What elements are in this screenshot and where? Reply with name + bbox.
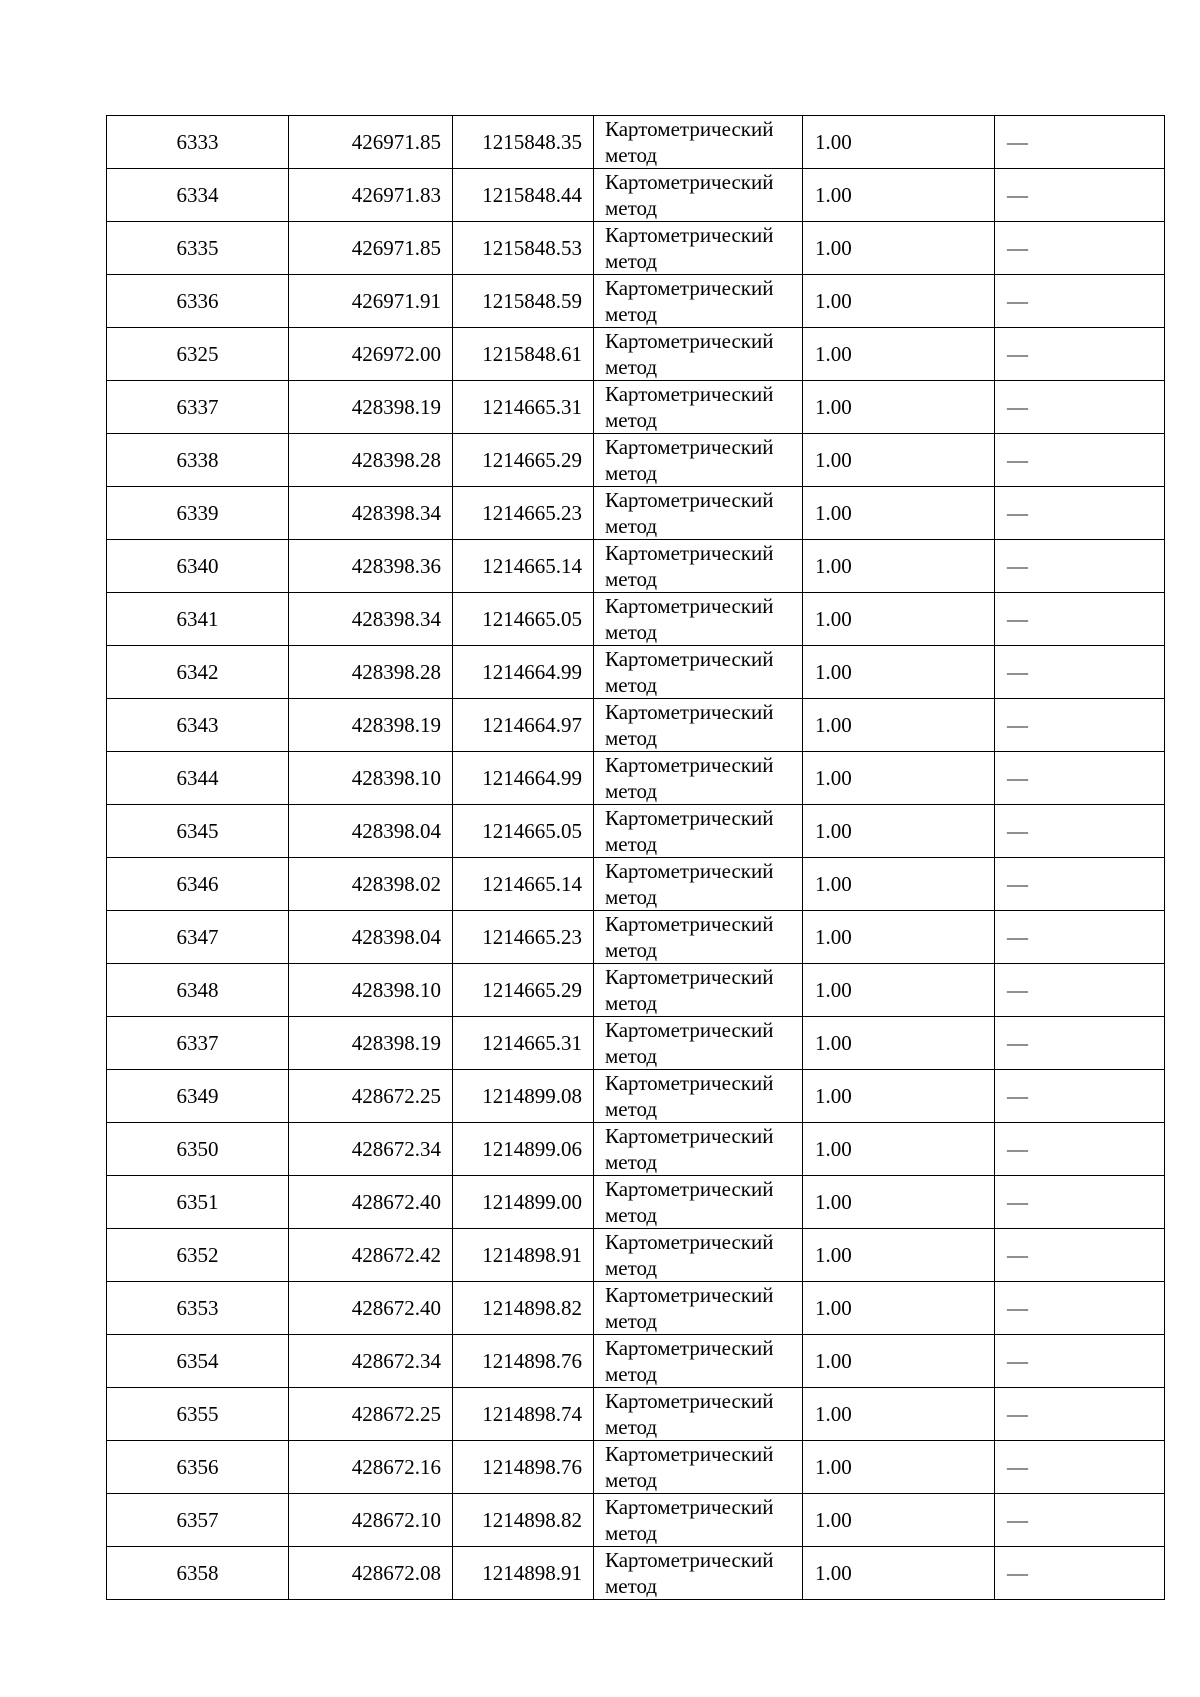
table-body	[107, 116, 1165, 1600]
method-cell	[594, 1388, 803, 1441]
table-row	[107, 593, 1165, 646]
method-line-1: Картометрический	[605, 1177, 774, 1201]
method-line-2: метод	[605, 938, 658, 962]
y-coordinate-cell: 1215848.59	[453, 275, 594, 328]
method-line-2: метод	[605, 1415, 658, 1439]
table-row	[107, 964, 1165, 1017]
method-cell	[594, 381, 803, 434]
method-cell	[594, 169, 803, 222]
method-line-2: метод	[605, 620, 658, 644]
y-coordinate-cell: 1215848.53	[453, 222, 594, 275]
method-line-1: Картометрический	[605, 1230, 774, 1254]
y-coordinate-cell: 1214665.29	[453, 964, 594, 1017]
accuracy-cell: 1.00	[803, 1441, 995, 1494]
method-line-1: Картометрический	[605, 647, 774, 671]
description-cell: —	[995, 593, 1165, 646]
method-line-2: метод	[605, 726, 658, 750]
x-coordinate-cell: 426972.00	[289, 328, 453, 381]
table-row	[107, 434, 1165, 487]
x-coordinate-cell: 428672.34	[289, 1123, 453, 1176]
description-cell: —	[995, 752, 1165, 805]
method-cell	[594, 1070, 803, 1123]
y-coordinate-cell: 1214899.06	[453, 1123, 594, 1176]
method-line-2: метод	[605, 1362, 658, 1386]
table-row	[107, 805, 1165, 858]
x-coordinate-cell: 428672.34	[289, 1335, 453, 1388]
table-row	[107, 911, 1165, 964]
y-coordinate-cell: 1215848.44	[453, 169, 594, 222]
point-number-cell: 6325	[107, 328, 289, 381]
method-line-1: Картометрический	[605, 223, 774, 247]
method-line-2: метод	[605, 1256, 658, 1280]
point-number-cell: 6353	[107, 1282, 289, 1335]
method-line-2: метод	[605, 673, 658, 697]
point-number-cell: 6357	[107, 1494, 289, 1547]
accuracy-cell: 1.00	[803, 593, 995, 646]
method-line-2: метод	[605, 1097, 658, 1121]
x-coordinate-cell: 428398.28	[289, 434, 453, 487]
method-line-1: Картометрический	[605, 117, 774, 141]
x-coordinate-cell: 428398.19	[289, 1017, 453, 1070]
method-cell	[594, 1494, 803, 1547]
description-cell: —	[995, 805, 1165, 858]
accuracy-cell: 1.00	[803, 964, 995, 1017]
x-coordinate-cell: 428398.10	[289, 752, 453, 805]
table-row	[107, 1441, 1165, 1494]
method-line-1: Картометрический	[605, 806, 774, 830]
y-coordinate-cell: 1215848.61	[453, 328, 594, 381]
point-number-cell: 6349	[107, 1070, 289, 1123]
description-cell: —	[995, 116, 1165, 169]
description-cell: —	[995, 1229, 1165, 1282]
point-number-cell: 6345	[107, 805, 289, 858]
method-line-1: Картометрический	[605, 1495, 774, 1519]
y-coordinate-cell: 1214665.05	[453, 593, 594, 646]
description-cell: —	[995, 434, 1165, 487]
table-row	[107, 858, 1165, 911]
point-number-cell: 6338	[107, 434, 289, 487]
accuracy-cell: 1.00	[803, 1123, 995, 1176]
method-line-2: метод	[605, 302, 658, 326]
description-cell: —	[995, 911, 1165, 964]
method-line-2: метод	[605, 1203, 658, 1227]
accuracy-cell: 1.00	[803, 1335, 995, 1388]
y-coordinate-cell: 1214665.14	[453, 540, 594, 593]
method-line-1: Картометрический	[605, 488, 774, 512]
accuracy-cell: 1.00	[803, 1070, 995, 1123]
description-cell: —	[995, 222, 1165, 275]
method-cell	[594, 116, 803, 169]
method-line-1: Картометрический	[605, 382, 774, 406]
method-cell	[594, 593, 803, 646]
table-row	[107, 1229, 1165, 1282]
y-coordinate-cell: 1214664.97	[453, 699, 594, 752]
x-coordinate-cell: 428672.08	[289, 1547, 453, 1600]
method-line-1: Картометрический	[605, 965, 774, 989]
point-number-cell: 6354	[107, 1335, 289, 1388]
x-coordinate-cell: 428398.04	[289, 805, 453, 858]
x-coordinate-cell: 428398.02	[289, 858, 453, 911]
method-line-2: метод	[605, 1309, 658, 1333]
method-cell	[594, 752, 803, 805]
accuracy-cell: 1.00	[803, 1388, 995, 1441]
y-coordinate-cell: 1214898.91	[453, 1547, 594, 1600]
table-row	[107, 328, 1165, 381]
point-number-cell: 6336	[107, 275, 289, 328]
method-line-2: метод	[605, 355, 658, 379]
point-number-cell: 6333	[107, 116, 289, 169]
method-cell	[594, 646, 803, 699]
point-number-cell: 6343	[107, 699, 289, 752]
method-line-2: метод	[605, 408, 658, 432]
point-number-cell: 6342	[107, 646, 289, 699]
table-row	[107, 699, 1165, 752]
method-cell	[594, 1547, 803, 1600]
y-coordinate-cell: 1214665.05	[453, 805, 594, 858]
table-row	[107, 381, 1165, 434]
method-cell	[594, 1335, 803, 1388]
description-cell: —	[995, 858, 1165, 911]
x-coordinate-cell: 428672.10	[289, 1494, 453, 1547]
table-row	[107, 752, 1165, 805]
method-line-2: метод	[605, 1521, 658, 1545]
accuracy-cell: 1.00	[803, 275, 995, 328]
method-cell	[594, 1123, 803, 1176]
method-cell	[594, 434, 803, 487]
description-cell: —	[995, 1335, 1165, 1388]
method-line-2: метод	[605, 514, 658, 538]
description-cell: —	[995, 1017, 1165, 1070]
y-coordinate-cell: 1214665.23	[453, 911, 594, 964]
table-row	[107, 1176, 1165, 1229]
point-number-cell: 6348	[107, 964, 289, 1017]
method-line-1: Картометрический	[605, 170, 774, 194]
y-coordinate-cell: 1215848.35	[453, 116, 594, 169]
method-line-1: Картометрический	[605, 1283, 774, 1307]
description-cell: —	[995, 1282, 1165, 1335]
y-coordinate-cell: 1214899.08	[453, 1070, 594, 1123]
y-coordinate-cell: 1214898.82	[453, 1282, 594, 1335]
point-number-cell: 6356	[107, 1441, 289, 1494]
method-cell	[594, 1176, 803, 1229]
method-line-1: Картометрический	[605, 1336, 774, 1360]
table-row	[107, 1388, 1165, 1441]
description-cell: —	[995, 169, 1165, 222]
method-cell	[594, 858, 803, 911]
method-line-1: Картометрический	[605, 276, 774, 300]
table-row	[107, 1282, 1165, 1335]
method-cell	[594, 1229, 803, 1282]
x-coordinate-cell: 428398.34	[289, 487, 453, 540]
method-line-2: метод	[605, 1468, 658, 1492]
table-row	[107, 540, 1165, 593]
description-cell: —	[995, 1494, 1165, 1547]
accuracy-cell: 1.00	[803, 699, 995, 752]
point-number-cell: 6350	[107, 1123, 289, 1176]
description-cell: —	[995, 1441, 1165, 1494]
x-coordinate-cell: 426971.85	[289, 222, 453, 275]
accuracy-cell: 1.00	[803, 487, 995, 540]
accuracy-cell: 1.00	[803, 858, 995, 911]
x-coordinate-cell: 428672.42	[289, 1229, 453, 1282]
method-cell	[594, 328, 803, 381]
accuracy-cell: 1.00	[803, 1282, 995, 1335]
accuracy-cell: 1.00	[803, 434, 995, 487]
x-coordinate-cell: 428398.10	[289, 964, 453, 1017]
description-cell: —	[995, 540, 1165, 593]
accuracy-cell: 1.00	[803, 646, 995, 699]
accuracy-cell: 1.00	[803, 540, 995, 593]
accuracy-cell: 1.00	[803, 169, 995, 222]
method-line-1: Картометрический	[605, 1071, 774, 1095]
table-row	[107, 1547, 1165, 1600]
point-number-cell: 6337	[107, 1017, 289, 1070]
description-cell: —	[995, 1176, 1165, 1229]
point-number-cell: 6340	[107, 540, 289, 593]
accuracy-cell: 1.00	[803, 1229, 995, 1282]
method-line-1: Картометрический	[605, 1442, 774, 1466]
method-cell	[594, 275, 803, 328]
method-line-1: Картометрический	[605, 753, 774, 777]
y-coordinate-cell: 1214898.76	[453, 1335, 594, 1388]
method-cell	[594, 1282, 803, 1335]
method-line-1: Картометрический	[605, 1548, 774, 1572]
method-cell	[594, 911, 803, 964]
y-coordinate-cell: 1214898.82	[453, 1494, 594, 1547]
y-coordinate-cell: 1214665.29	[453, 434, 594, 487]
description-cell: —	[995, 328, 1165, 381]
x-coordinate-cell: 426971.85	[289, 116, 453, 169]
method-line-1: Картометрический	[605, 435, 774, 459]
accuracy-cell: 1.00	[803, 381, 995, 434]
table-row	[107, 1335, 1165, 1388]
accuracy-cell: 1.00	[803, 1494, 995, 1547]
table-row	[107, 275, 1165, 328]
y-coordinate-cell: 1214898.74	[453, 1388, 594, 1441]
y-coordinate-cell: 1214664.99	[453, 646, 594, 699]
method-line-1: Картометрический	[605, 1389, 774, 1413]
method-cell	[594, 487, 803, 540]
method-line-1: Картометрический	[605, 1124, 774, 1148]
method-line-1: Картометрический	[605, 859, 774, 883]
point-number-cell: 6334	[107, 169, 289, 222]
point-number-cell: 6339	[107, 487, 289, 540]
x-coordinate-cell: 426971.91	[289, 275, 453, 328]
point-number-cell: 6351	[107, 1176, 289, 1229]
accuracy-cell: 1.00	[803, 116, 995, 169]
method-line-2: метод	[605, 196, 658, 220]
point-number-cell: 6335	[107, 222, 289, 275]
method-line-2: метод	[605, 143, 658, 167]
method-line-2: метод	[605, 1150, 658, 1174]
x-coordinate-cell: 428398.04	[289, 911, 453, 964]
description-cell: —	[995, 1388, 1165, 1441]
description-cell: —	[995, 646, 1165, 699]
y-coordinate-cell: 1214665.31	[453, 381, 594, 434]
method-line-1: Картометрический	[605, 329, 774, 353]
description-cell: —	[995, 381, 1165, 434]
description-cell: —	[995, 699, 1165, 752]
method-line-2: метод	[605, 461, 658, 485]
accuracy-cell: 1.00	[803, 911, 995, 964]
description-cell: —	[995, 1070, 1165, 1123]
accuracy-cell: 1.00	[803, 1017, 995, 1070]
accuracy-cell: 1.00	[803, 1547, 995, 1600]
method-cell	[594, 964, 803, 1017]
method-cell	[594, 222, 803, 275]
x-coordinate-cell: 428398.19	[289, 699, 453, 752]
method-cell	[594, 699, 803, 752]
method-line-2: метод	[605, 832, 658, 856]
accuracy-cell: 1.00	[803, 222, 995, 275]
x-coordinate-cell: 428672.40	[289, 1282, 453, 1335]
method-cell	[594, 1441, 803, 1494]
point-number-cell: 6355	[107, 1388, 289, 1441]
accuracy-cell: 1.00	[803, 328, 995, 381]
table-row	[107, 1017, 1165, 1070]
x-coordinate-cell: 428398.34	[289, 593, 453, 646]
method-cell	[594, 1017, 803, 1070]
point-number-cell: 6341	[107, 593, 289, 646]
description-cell: —	[995, 1123, 1165, 1176]
point-number-cell: 6344	[107, 752, 289, 805]
coordinates-table	[106, 115, 1165, 1600]
accuracy-cell: 1.00	[803, 805, 995, 858]
y-coordinate-cell: 1214665.23	[453, 487, 594, 540]
y-coordinate-cell: 1214898.91	[453, 1229, 594, 1282]
table-row	[107, 1494, 1165, 1547]
x-coordinate-cell: 428672.25	[289, 1070, 453, 1123]
point-number-cell: 6358	[107, 1547, 289, 1600]
accuracy-cell: 1.00	[803, 752, 995, 805]
description-cell: —	[995, 1547, 1165, 1600]
method-cell	[594, 805, 803, 858]
method-line-2: метод	[605, 885, 658, 909]
table-row	[107, 487, 1165, 540]
x-coordinate-cell: 428672.16	[289, 1441, 453, 1494]
x-coordinate-cell: 426971.83	[289, 169, 453, 222]
point-number-cell: 6347	[107, 911, 289, 964]
accuracy-cell: 1.00	[803, 1176, 995, 1229]
method-cell	[594, 540, 803, 593]
method-line-2: метод	[605, 779, 658, 803]
method-line-2: метод	[605, 567, 658, 591]
method-line-2: метод	[605, 1574, 658, 1598]
y-coordinate-cell: 1214898.76	[453, 1441, 594, 1494]
method-line-1: Картометрический	[605, 700, 774, 724]
table-row	[107, 169, 1165, 222]
method-line-2: метод	[605, 249, 658, 273]
table-row	[107, 1070, 1165, 1123]
table-row	[107, 116, 1165, 169]
table-row	[107, 222, 1165, 275]
x-coordinate-cell: 428398.36	[289, 540, 453, 593]
method-line-2: метод	[605, 1044, 658, 1068]
method-line-1: Картометрический	[605, 1018, 774, 1042]
x-coordinate-cell: 428398.28	[289, 646, 453, 699]
description-cell: —	[995, 964, 1165, 1017]
point-number-cell: 6337	[107, 381, 289, 434]
point-number-cell: 6346	[107, 858, 289, 911]
y-coordinate-cell: 1214899.00	[453, 1176, 594, 1229]
method-line-1: Картометрический	[605, 594, 774, 618]
x-coordinate-cell: 428398.19	[289, 381, 453, 434]
y-coordinate-cell: 1214665.14	[453, 858, 594, 911]
description-cell: —	[995, 487, 1165, 540]
method-line-1: Картометрический	[605, 541, 774, 565]
table-row	[107, 646, 1165, 699]
x-coordinate-cell: 428672.25	[289, 1388, 453, 1441]
y-coordinate-cell: 1214665.31	[453, 1017, 594, 1070]
x-coordinate-cell: 428672.40	[289, 1176, 453, 1229]
y-coordinate-cell: 1214664.99	[453, 752, 594, 805]
method-line-2: метод	[605, 991, 658, 1015]
method-line-1: Картометрический	[605, 912, 774, 936]
point-number-cell: 6352	[107, 1229, 289, 1282]
table-row	[107, 1123, 1165, 1176]
description-cell: —	[995, 275, 1165, 328]
